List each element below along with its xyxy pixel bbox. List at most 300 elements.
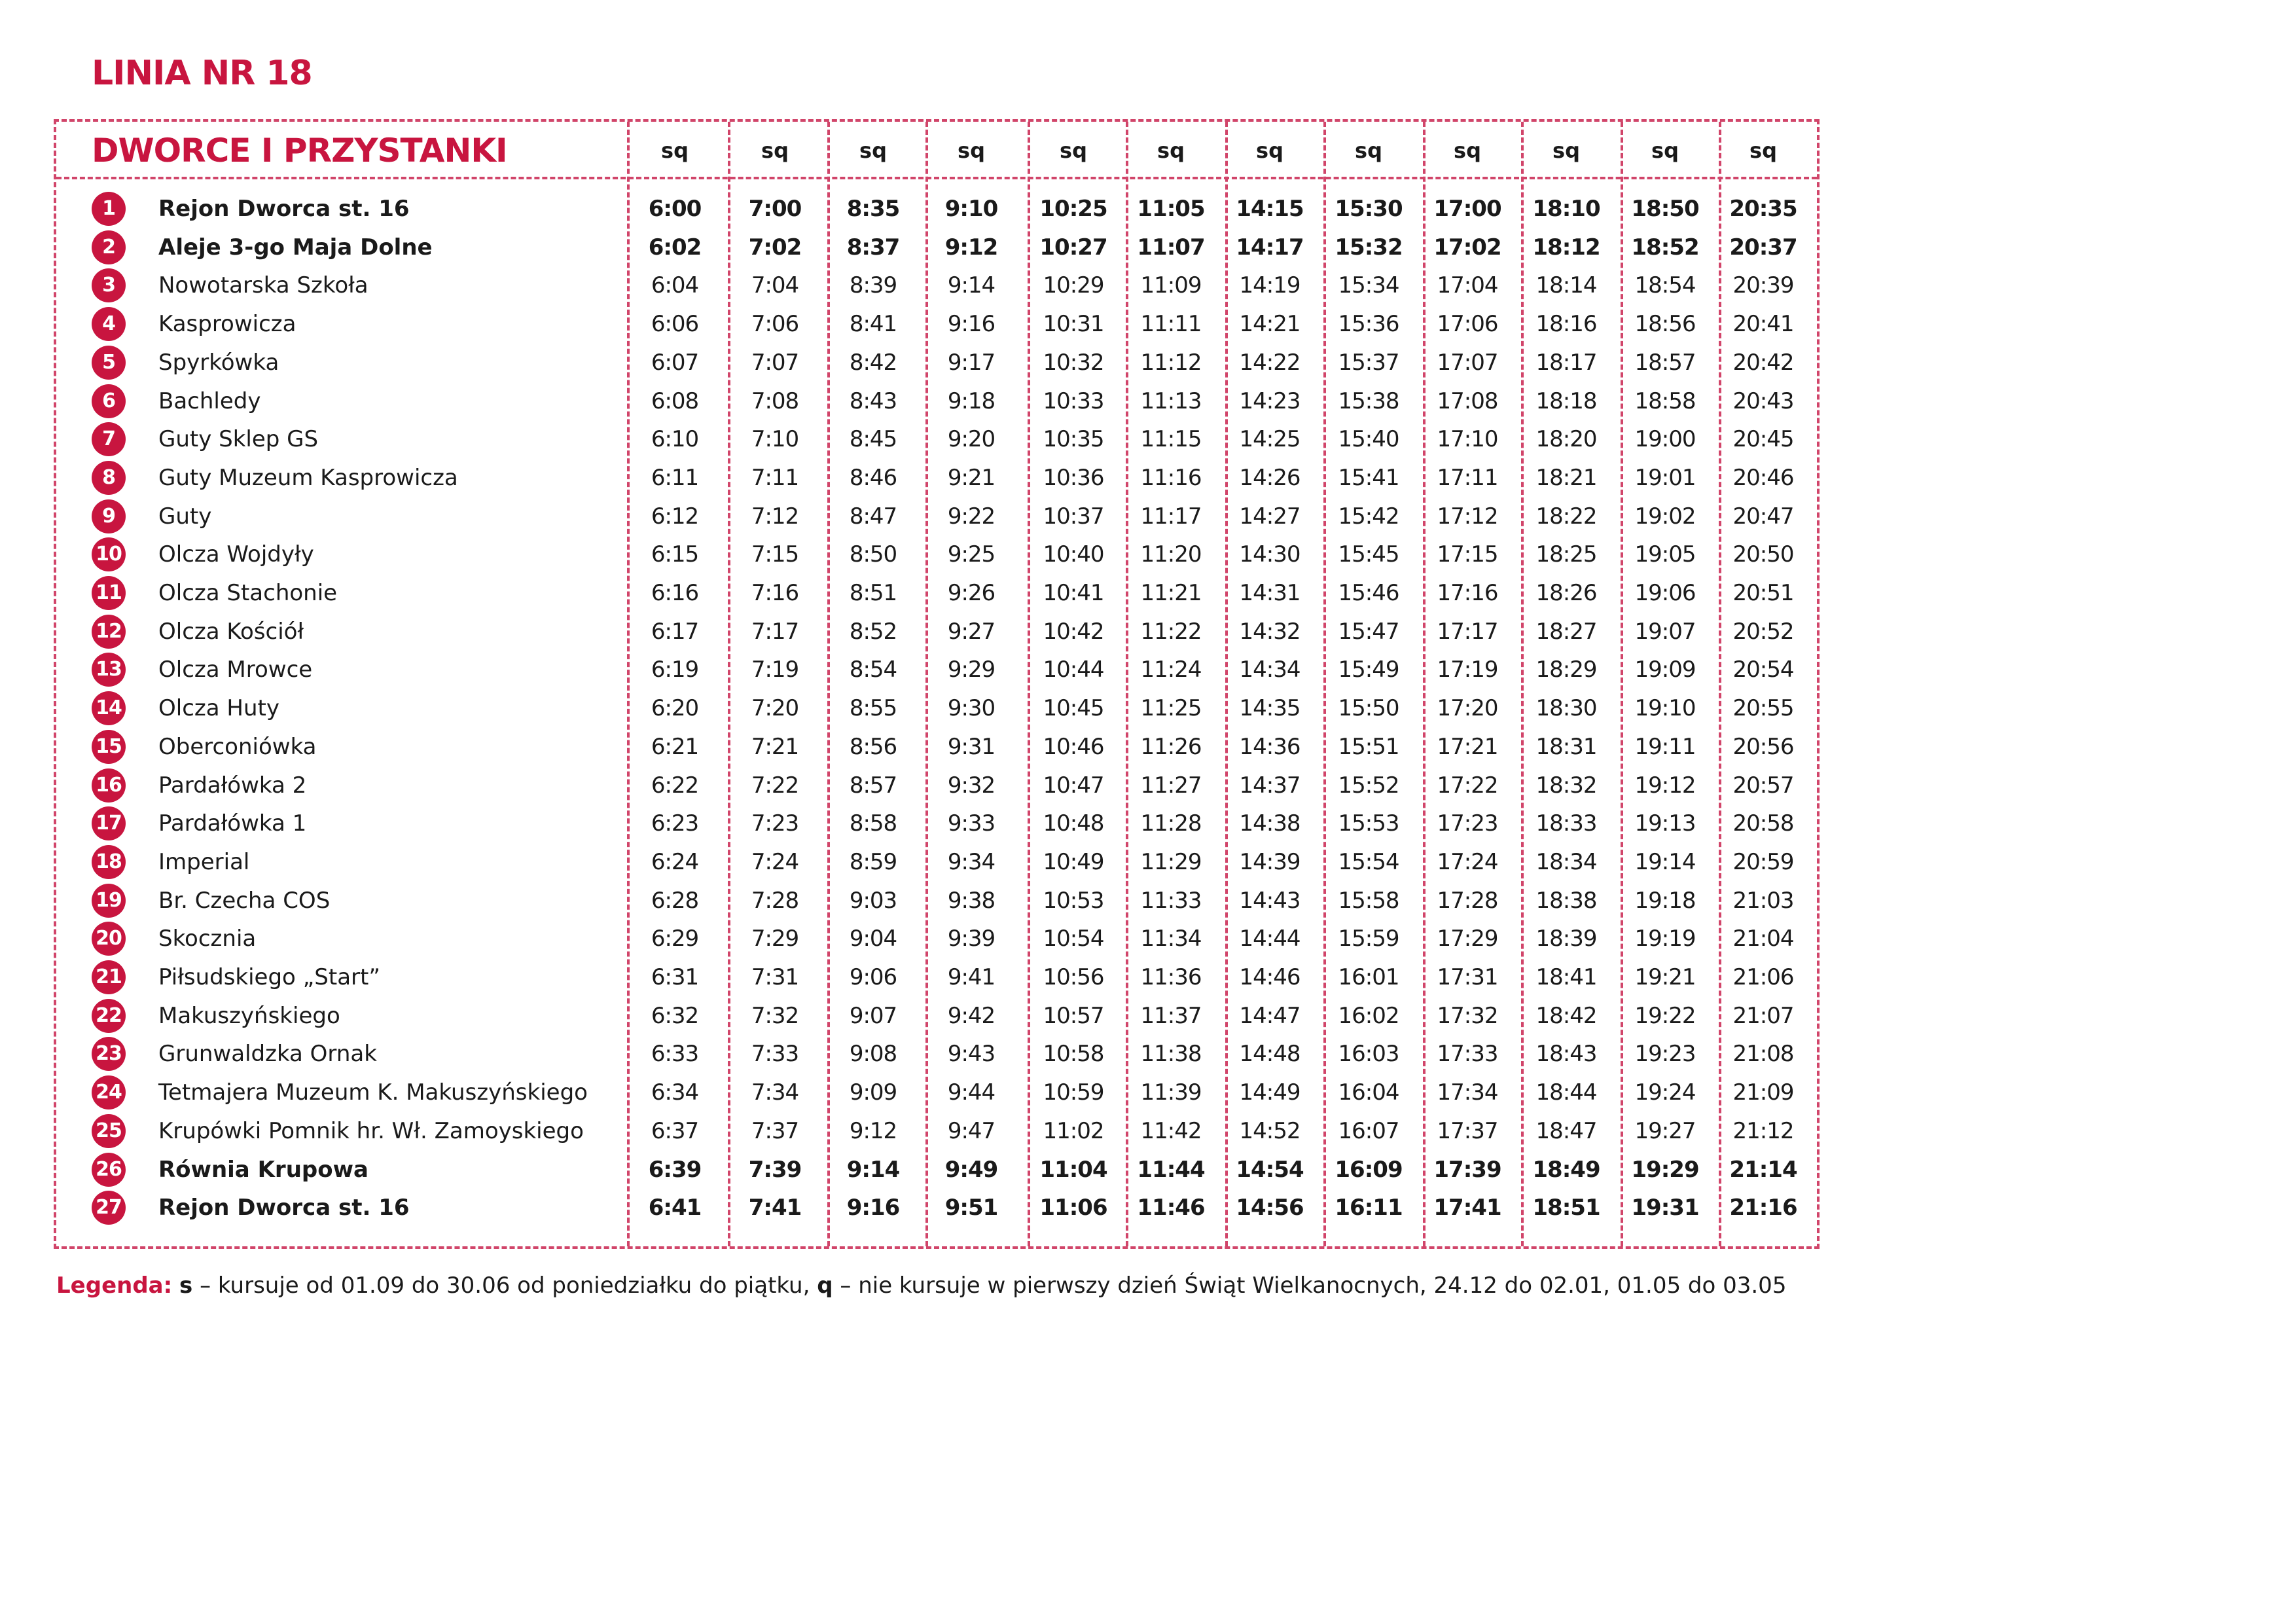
- departure-time: 14:31: [1239, 580, 1300, 606]
- departure-time: 18:49: [1532, 1156, 1600, 1183]
- departure-time: 7:23: [751, 810, 799, 837]
- header-divider: [56, 177, 1817, 179]
- departure-time: 7:33: [751, 1041, 799, 1068]
- departure-time: 9:12: [849, 1117, 897, 1144]
- departure-time: 14:52: [1239, 1117, 1300, 1144]
- departure-time: 10:42: [1043, 618, 1104, 645]
- departure-time: 9:43: [947, 1041, 996, 1068]
- departure-time: 19:21: [1634, 964, 1696, 990]
- legend-q-text: – nie kursuje w pierwszy dzień Świąt Wielkanocnych, 24.12 do 02.01, 01.05 do 03.05: [833, 1272, 1787, 1299]
- departure-time: 11:13: [1140, 388, 1202, 414]
- departure-time: 14:32: [1239, 618, 1300, 645]
- departure-time: 14:37: [1239, 772, 1300, 799]
- departure-time: 7:02: [748, 234, 802, 261]
- departure-time: 14:56: [1236, 1195, 1304, 1221]
- stop-number-badge: 27: [92, 1191, 126, 1225]
- departure-time: 14:19: [1239, 272, 1300, 299]
- departure-time: 14:25: [1239, 426, 1300, 453]
- departure-time: 10:27: [1039, 234, 1107, 261]
- departure-time: 18:43: [1535, 1041, 1597, 1068]
- stop-name: Skocznia: [158, 926, 257, 952]
- table-row: [0, 958, 1820, 997]
- stop-name: Nowotarska Szkoła: [158, 272, 368, 299]
- departure-time: 8:55: [849, 695, 897, 722]
- stop-name: Guty: [158, 503, 212, 530]
- stop-number-badge: 9: [92, 499, 126, 533]
- table-row: [0, 305, 1820, 344]
- table-row: [0, 651, 1820, 689]
- departure-time: 19:27: [1634, 1117, 1696, 1144]
- departure-time: 18:33: [1535, 810, 1597, 837]
- departure-time: 8:56: [849, 733, 897, 760]
- departure-time: 11:33: [1140, 887, 1202, 914]
- departure-time: 11:24: [1140, 657, 1202, 683]
- departure-time: 18:38: [1535, 887, 1597, 914]
- departure-time: 19:06: [1634, 580, 1696, 606]
- stop-number-badge: 26: [92, 1153, 126, 1187]
- departure-time: 17:37: [1437, 1117, 1498, 1144]
- departure-time: 21:03: [1732, 887, 1794, 914]
- departure-time: 11:34: [1140, 926, 1202, 952]
- stop-name: Pardałówka 1: [158, 810, 307, 837]
- departure-time: 9:07: [849, 1002, 897, 1029]
- departure-time: 17:17: [1437, 618, 1498, 645]
- stops-header: DWORCE I PRZYSTANKI: [92, 132, 507, 170]
- departure-time: 19:22: [1634, 1002, 1696, 1029]
- departure-time: 18:34: [1535, 848, 1597, 875]
- departure-time: 18:26: [1535, 580, 1597, 606]
- stop-name: Olcza Stachonie: [158, 580, 338, 606]
- departure-time: 18:20: [1535, 426, 1597, 453]
- departure-time: 10:47: [1043, 772, 1104, 799]
- departure-time: 14:26: [1239, 464, 1300, 491]
- departure-time: 20:50: [1732, 541, 1794, 568]
- departure-time: 10:31: [1043, 311, 1104, 338]
- departure-time: 9:34: [947, 848, 996, 875]
- departure-time: 15:53: [1338, 810, 1399, 837]
- course-header: sq: [1256, 138, 1283, 163]
- departure-time: 21:16: [1729, 1195, 1797, 1221]
- departure-time: 10:59: [1043, 1079, 1104, 1106]
- departure-time: 9:14: [947, 272, 996, 299]
- stop-number-badge: 23: [92, 1037, 126, 1071]
- course-header: sq: [859, 138, 887, 163]
- departure-time: 11:17: [1140, 503, 1202, 530]
- departure-time: 7:07: [751, 349, 799, 376]
- departure-time: 14:43: [1239, 887, 1300, 914]
- departure-time: 8:47: [849, 503, 897, 530]
- departure-time: 9:22: [947, 503, 996, 530]
- stop-number-badge: 16: [92, 768, 126, 803]
- departure-time: 8:59: [849, 848, 897, 875]
- departure-time: 6:33: [651, 1041, 699, 1068]
- course-header: sq: [1552, 138, 1580, 163]
- stop-name: Rejon Dworca st. 16: [158, 1195, 410, 1221]
- departure-time: 9:29: [947, 657, 996, 683]
- departure-time: 20:46: [1732, 464, 1794, 491]
- departure-time: 6:21: [651, 733, 699, 760]
- departure-time: 11:29: [1140, 848, 1202, 875]
- departure-time: 6:15: [651, 541, 699, 568]
- departure-time: 14:35: [1239, 695, 1300, 722]
- departure-time: 17:15: [1437, 541, 1498, 568]
- departure-time: 16:04: [1338, 1079, 1399, 1106]
- departure-time: 20:43: [1732, 388, 1794, 414]
- stop-number-badge: 10: [92, 537, 126, 571]
- departure-time: 6:19: [651, 657, 699, 683]
- departure-time: 6:20: [651, 695, 699, 722]
- departure-time: 14:23: [1239, 388, 1300, 414]
- departure-time: 18:32: [1535, 772, 1597, 799]
- departure-time: 11:06: [1039, 1195, 1107, 1221]
- departure-time: 6:10: [651, 426, 699, 453]
- departure-time: 9:31: [947, 733, 996, 760]
- departure-time: 6:22: [651, 772, 699, 799]
- departure-time: 19:12: [1634, 772, 1696, 799]
- departure-time: 9:08: [849, 1041, 897, 1068]
- departure-time: 21:06: [1732, 964, 1794, 990]
- departure-time: 18:14: [1535, 272, 1597, 299]
- departure-time: 11:09: [1140, 272, 1202, 299]
- departure-time: 20:41: [1732, 311, 1794, 338]
- stop-number-badge: 3: [92, 268, 126, 302]
- departure-time: 18:42: [1535, 1002, 1597, 1029]
- departure-time: 10:48: [1043, 810, 1104, 837]
- departure-time: 15:45: [1338, 541, 1399, 568]
- course-header: sq: [1454, 138, 1481, 163]
- departure-time: 7:04: [751, 272, 799, 299]
- departure-time: 16:03: [1338, 1041, 1399, 1068]
- departure-time: 17:07: [1437, 349, 1498, 376]
- departure-time: 7:17: [751, 618, 799, 645]
- departure-time: 19:00: [1634, 426, 1696, 453]
- table-row: [0, 843, 1820, 882]
- departure-time: 11:36: [1140, 964, 1202, 990]
- departure-time: 6:37: [651, 1117, 699, 1144]
- departure-time: 17:19: [1437, 657, 1498, 683]
- departure-time: 17:39: [1433, 1156, 1501, 1183]
- departure-time: 8:46: [849, 464, 897, 491]
- departure-time: 8:54: [849, 657, 897, 683]
- departure-time: 16:02: [1338, 1002, 1399, 1029]
- departure-time: 9:09: [849, 1079, 897, 1106]
- departure-time: 20:58: [1732, 810, 1794, 837]
- departure-time: 8:58: [849, 810, 897, 837]
- departure-time: 17:32: [1437, 1002, 1498, 1029]
- departure-time: 7:21: [751, 733, 799, 760]
- departure-time: 7:08: [751, 388, 799, 414]
- departure-time: 10:57: [1043, 1002, 1104, 1029]
- departure-time: 17:12: [1437, 503, 1498, 530]
- departure-time: 20:47: [1732, 503, 1794, 530]
- table-row: [0, 728, 1820, 767]
- table-row: [0, 882, 1820, 920]
- departure-time: 8:45: [849, 426, 897, 453]
- departure-time: 7:15: [751, 541, 799, 568]
- stop-number-badge: 17: [92, 806, 126, 840]
- departure-time: 15:34: [1338, 272, 1399, 299]
- departure-time: 17:02: [1433, 234, 1501, 261]
- departure-time: 19:05: [1634, 541, 1696, 568]
- stop-number-badge: 18: [92, 845, 126, 879]
- departure-time: 20:35: [1729, 196, 1797, 222]
- table-row: [0, 497, 1820, 536]
- departure-time: 7:37: [751, 1117, 799, 1144]
- departure-time: 21:12: [1732, 1117, 1794, 1144]
- table-row: [0, 344, 1820, 382]
- departure-time: 18:18: [1535, 388, 1597, 414]
- departure-time: 19:07: [1634, 618, 1696, 645]
- departure-time: 7:31: [751, 964, 799, 990]
- departure-time: 9:14: [846, 1156, 900, 1183]
- stop-name: Krupówki Pomnik hr. Wł. Zamoyskiego: [158, 1117, 584, 1144]
- stop-name: Guty Sklep GS: [158, 426, 319, 453]
- departure-time: 17:10: [1437, 426, 1498, 453]
- departure-time: 8:50: [849, 541, 897, 568]
- departure-time: 15:30: [1335, 196, 1403, 222]
- departure-time: 21:14: [1729, 1156, 1797, 1183]
- departure-time: 6:23: [651, 810, 699, 837]
- departure-time: 19:18: [1634, 887, 1696, 914]
- departure-time: 20:54: [1732, 657, 1794, 683]
- departure-time: 10:53: [1043, 887, 1104, 914]
- departure-time: 19:01: [1634, 464, 1696, 491]
- departure-time: 6:06: [651, 311, 699, 338]
- departure-time: 9:04: [849, 926, 897, 952]
- departure-time: 11:04: [1039, 1156, 1107, 1183]
- stop-name: Grunwaldzka Ornak: [158, 1041, 377, 1068]
- departure-time: 7:06: [751, 311, 799, 338]
- departure-time: 14:44: [1239, 926, 1300, 952]
- departure-time: 17:33: [1437, 1041, 1498, 1068]
- departure-time: 20:57: [1732, 772, 1794, 799]
- table-row: [0, 997, 1820, 1036]
- departure-time: 15:32: [1335, 234, 1403, 261]
- departure-time: 10:32: [1043, 349, 1104, 376]
- departure-time: 17:00: [1433, 196, 1501, 222]
- table-row: [0, 1074, 1820, 1112]
- departure-time: 15:47: [1338, 618, 1399, 645]
- departure-time: 18:21: [1535, 464, 1597, 491]
- departure-time: 11:05: [1137, 196, 1205, 222]
- departure-time: 7:22: [751, 772, 799, 799]
- departure-time: 9:42: [947, 1002, 996, 1029]
- departure-time: 7:19: [751, 657, 799, 683]
- departure-time: 7:41: [748, 1195, 802, 1221]
- departure-time: 9:12: [944, 234, 998, 261]
- departure-time: 20:56: [1732, 733, 1794, 760]
- departure-time: 18:16: [1535, 311, 1597, 338]
- departure-time: 17:04: [1437, 272, 1498, 299]
- departure-time: 17:11: [1437, 464, 1498, 491]
- departure-time: 10:40: [1043, 541, 1104, 568]
- departure-time: 7:24: [751, 848, 799, 875]
- stop-number-badge: 1: [92, 192, 126, 226]
- stop-number-badge: 11: [92, 576, 126, 610]
- legend-q-key: q: [817, 1272, 833, 1299]
- departure-time: 6:12: [651, 503, 699, 530]
- departure-time: 8:35: [846, 196, 900, 222]
- departure-time: 20:39: [1732, 272, 1794, 299]
- table-row: [0, 420, 1820, 459]
- departure-time: 17:08: [1437, 388, 1498, 414]
- departure-time: 6:04: [651, 272, 699, 299]
- course-header: sq: [1355, 138, 1382, 163]
- departure-time: 18:52: [1631, 234, 1699, 261]
- departure-time: 15:54: [1338, 848, 1399, 875]
- departure-time: 20:45: [1732, 426, 1794, 453]
- departure-time: 14:15: [1236, 196, 1304, 222]
- departure-time: 9:21: [947, 464, 996, 491]
- table-row: [0, 1189, 1820, 1227]
- departure-time: 8:52: [849, 618, 897, 645]
- table-row: [0, 266, 1820, 305]
- departure-time: 19:11: [1634, 733, 1696, 760]
- departure-time: 9:16: [846, 1195, 900, 1221]
- departure-time: 10:56: [1043, 964, 1104, 990]
- departure-time: 14:36: [1239, 733, 1300, 760]
- course-header: sq: [661, 138, 689, 163]
- stop-number-badge: 4: [92, 307, 126, 341]
- departure-time: 15:49: [1338, 657, 1399, 683]
- departure-time: 15:52: [1338, 772, 1399, 799]
- departure-time: 14:38: [1239, 810, 1300, 837]
- departure-time: 20:55: [1732, 695, 1794, 722]
- departure-time: 9:16: [947, 311, 996, 338]
- departure-time: 19:10: [1634, 695, 1696, 722]
- departure-time: 14:46: [1239, 964, 1300, 990]
- departure-time: 9:39: [947, 926, 996, 952]
- legend-s-key: s: [179, 1272, 193, 1299]
- departure-time: 9:47: [947, 1117, 996, 1144]
- departure-time: 7:00: [748, 196, 802, 222]
- table-row: [0, 459, 1820, 497]
- departure-time: 11:11: [1140, 311, 1202, 338]
- stop-name: Olcza Kościół: [158, 618, 304, 645]
- stop-number-badge: 13: [92, 653, 126, 687]
- course-header: sq: [1749, 138, 1777, 163]
- departure-time: 14:21: [1239, 311, 1300, 338]
- departure-time: 15:58: [1338, 887, 1399, 914]
- departure-time: 9:51: [944, 1195, 998, 1221]
- stop-name: Olcza Huty: [158, 695, 279, 722]
- table-row: [0, 1035, 1820, 1074]
- departure-time: 11:27: [1140, 772, 1202, 799]
- departure-time: 16:11: [1335, 1195, 1403, 1221]
- departure-time: 17:34: [1437, 1079, 1498, 1106]
- departure-time: 18:57: [1634, 349, 1696, 376]
- departure-time: 15:51: [1338, 733, 1399, 760]
- departure-time: 17:20: [1437, 695, 1498, 722]
- departure-time: 9:33: [947, 810, 996, 837]
- departure-time: 11:07: [1137, 234, 1205, 261]
- stop-name: Imperial: [158, 848, 250, 875]
- departure-time: 18:10: [1532, 196, 1600, 222]
- table-row: [0, 804, 1820, 843]
- departure-time: 6:00: [648, 196, 702, 222]
- departure-time: 15:59: [1338, 926, 1399, 952]
- departure-time: 9:38: [947, 887, 996, 914]
- departure-time: 11:21: [1140, 580, 1202, 606]
- course-header: sq: [958, 138, 985, 163]
- departure-time: 20:59: [1732, 848, 1794, 875]
- departure-time: 7:20: [751, 695, 799, 722]
- departure-time: 17:31: [1437, 964, 1498, 990]
- departure-time: 18:27: [1535, 618, 1597, 645]
- departure-time: 6:07: [651, 349, 699, 376]
- departure-time: 16:09: [1335, 1156, 1403, 1183]
- departure-time: 11:02: [1043, 1117, 1104, 1144]
- departure-time: 6:24: [651, 848, 699, 875]
- departure-time: 10:25: [1039, 196, 1107, 222]
- departure-time: 18:51: [1532, 1195, 1600, 1221]
- departure-time: 6:28: [651, 887, 699, 914]
- departure-time: 17:24: [1437, 848, 1498, 875]
- departure-time: 8:51: [849, 580, 897, 606]
- departure-time: 7:12: [751, 503, 799, 530]
- departure-time: 19:19: [1634, 926, 1696, 952]
- departure-time: 18:29: [1535, 657, 1597, 683]
- stop-name: Równia Krupowa: [158, 1156, 368, 1183]
- departure-time: 10:54: [1043, 926, 1104, 952]
- departure-time: 19:29: [1631, 1156, 1699, 1183]
- stop-number-badge: 20: [92, 922, 126, 956]
- departure-time: 14:34: [1239, 657, 1300, 683]
- departure-time: 19:09: [1634, 657, 1696, 683]
- departure-time: 6:41: [648, 1195, 702, 1221]
- departure-time: 8:57: [849, 772, 897, 799]
- departure-time: 15:41: [1338, 464, 1399, 491]
- stop-name: Kasprowicza: [158, 311, 296, 338]
- departure-time: 9:20: [947, 426, 996, 453]
- table-row: [0, 382, 1820, 421]
- departure-time: 11:20: [1140, 541, 1202, 568]
- departure-time: 10:45: [1043, 695, 1104, 722]
- departure-time: 6:29: [651, 926, 699, 952]
- stop-number-badge: 25: [92, 1114, 126, 1148]
- departure-time: 6:16: [651, 580, 699, 606]
- departure-time: 16:01: [1338, 964, 1399, 990]
- departure-time: 11:44: [1137, 1156, 1205, 1183]
- departure-time: 7:10: [751, 426, 799, 453]
- table-row: [0, 920, 1820, 958]
- departure-time: 6:11: [651, 464, 699, 491]
- departure-time: 9:41: [947, 964, 996, 990]
- departure-time: 18:58: [1634, 388, 1696, 414]
- departure-time: 18:47: [1535, 1117, 1597, 1144]
- departure-time: 18:31: [1535, 733, 1597, 760]
- stop-name: Rejon Dworca st. 16: [158, 196, 410, 222]
- departure-time: 21:04: [1732, 926, 1794, 952]
- departure-time: 14:54: [1236, 1156, 1304, 1183]
- departure-time: 10:37: [1043, 503, 1104, 530]
- departure-time: 18:44: [1535, 1079, 1597, 1106]
- departure-time: 19:24: [1634, 1079, 1696, 1106]
- departure-time: 14:49: [1239, 1079, 1300, 1106]
- departure-time: 9:25: [947, 541, 996, 568]
- departure-time: 15:36: [1338, 311, 1399, 338]
- table-row: [0, 190, 1820, 228]
- departure-time: 15:50: [1338, 695, 1399, 722]
- departure-time: 10:33: [1043, 388, 1104, 414]
- stop-name: Olcza Wojdyły: [158, 541, 314, 568]
- stop-number-badge: 7: [92, 422, 126, 456]
- table-row: [0, 228, 1820, 267]
- table-row: [0, 1151, 1820, 1189]
- departure-time: 18:54: [1634, 272, 1696, 299]
- course-header: sq: [1651, 138, 1679, 163]
- departure-time: 10:44: [1043, 657, 1104, 683]
